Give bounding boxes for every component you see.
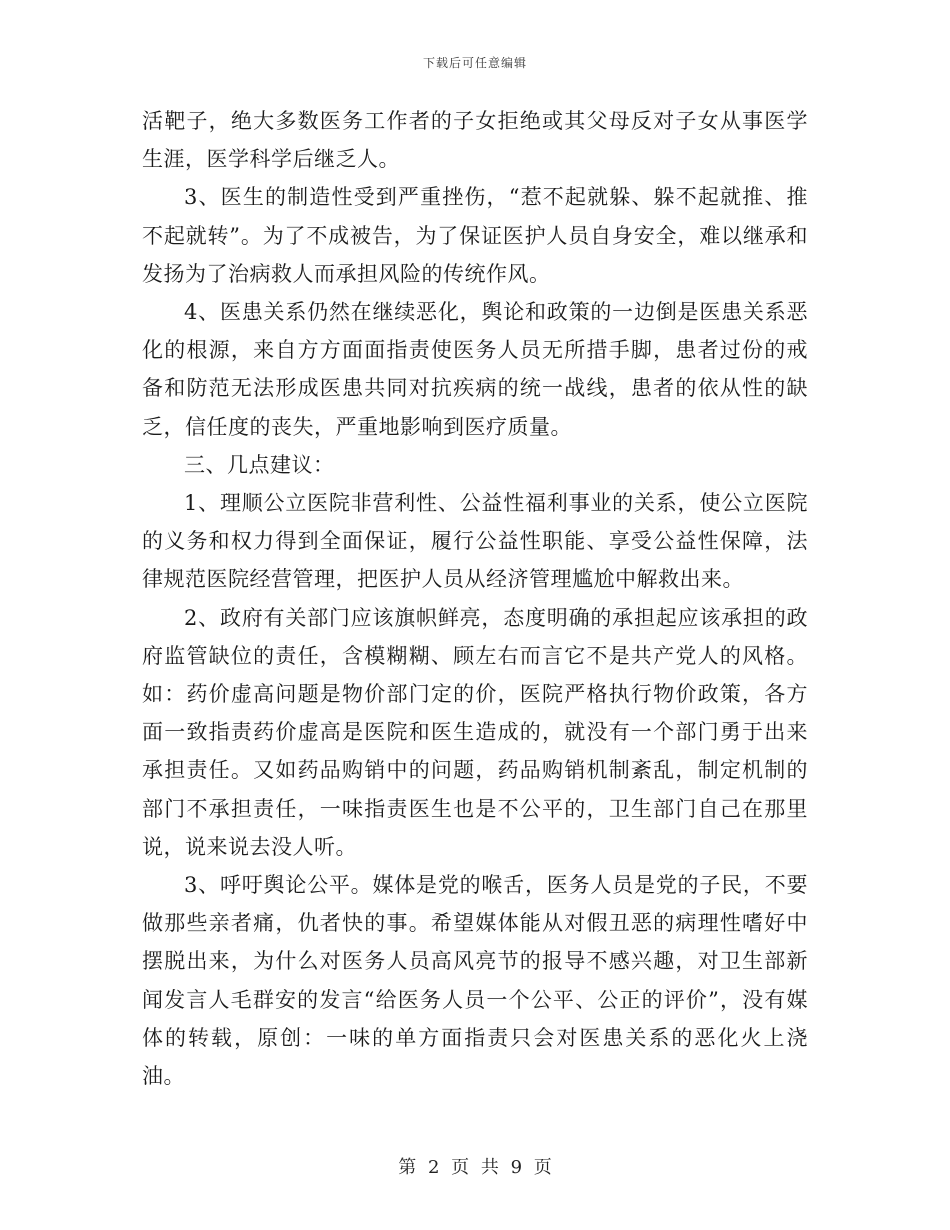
paragraph-suggestion-2: 2、政府有关部门应该旗帜鲜亮，态度明确的承担起应该承担的政府监管缺位的责任，含模糊糊、顾左右而言它不是共产党人的风格。如：药价虚高问题是物价部门定的价，医院严格执行物价政策，各方面一致指责药价虚高是医院和医生造成的，就没有一个部门勇于出来承担责任。又如药品购销中的问题，药品购销机制紊乱，制定机制的部门不承担责任，一味指责医生也是不公平的，卫生部门自己在那里说，说来说去没人听。 bbox=[142, 605, 808, 859]
page-footer bbox=[0, 1153, 950, 1179]
footer-label-total: 共 bbox=[480, 1157, 499, 1178]
header-note: 下载后可任意编辑 bbox=[422, 56, 527, 70]
paragraph-suggestion-1: 1、理顺公立医院非营利性、公益性福利事业的关系，使公立医院的义务和权力得到全面保证，履行公益性职能、享受公益性保障，法律规范医院经营管理，把医护人员从经济管理尴尬中解救出来。 bbox=[142, 491, 808, 592]
footer-label-unit: 页 bbox=[451, 1157, 470, 1178]
paragraph-continuation: 活靶子，绝大多数医务工作者的子女拒绝或其父母反对子女从事医学生涯，医学科学后继乏人。 bbox=[142, 109, 808, 172]
document-body bbox=[142, 102, 808, 1095]
footer-label-unit-2: 页 bbox=[533, 1157, 552, 1178]
paragraph-suggestion-3: 3、呼吁舆论公平。媒体是党的喉舌，医务人员是党的子民，不要做那些亲者痛，仇者快的事。希望媒体能从对假丑恶的病理性嗜好中摆脱出来，为什么对医务人员高风亮节的报导不感兴趣，对卫生部新闻发言人毛群安的发言“给医务人员一个公平、公正的评价”，没有媒体的转载，原创：一味的单方面指责只会对医患关系的恶化火上浇油。 bbox=[142, 873, 808, 1089]
paragraph-item-4: 4、医患关系仍然在继续恶化，舆论和政策的一边倒是医患关系恶化的根源，来自方方面面指责使医务人员无所措手脚，患者过份的戒备和防范无法形成医患共同对抗疾病的统一战线，患者的依从性的缺乏，信任度的丧失，严重地影响到医疗质量。 bbox=[142, 300, 808, 439]
footer-total-pages: 9 bbox=[510, 1157, 523, 1178]
footer-current-page: 2 bbox=[427, 1157, 440, 1178]
paragraph-item-3: 3、医生的制造性受到严重挫伤，“惹不起就躲、躲不起就推、推不起就转”。为了不成被告，为了保证医护人员自身安全，难以继承和发扬为了治病救人而承担风险的传统作风。 bbox=[142, 185, 808, 286]
footer-label-page: 第 bbox=[398, 1157, 417, 1178]
section-heading-suggestions: 三、几点建议： bbox=[184, 452, 335, 477]
